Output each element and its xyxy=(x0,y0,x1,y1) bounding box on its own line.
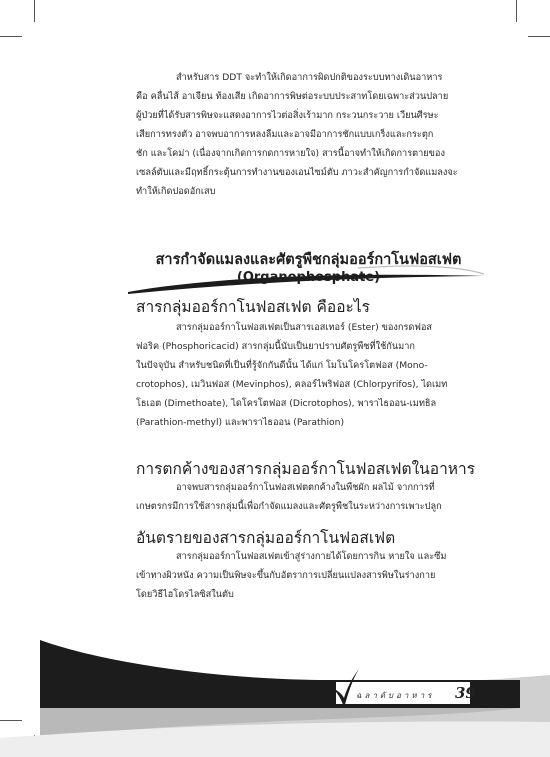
heading-what-is: สารกลุ่มออร์กาโนฟอสเฟต คืออะไร xyxy=(136,298,370,316)
crop-mark-tr-h xyxy=(528,36,550,37)
text-line: ทำให้เกิดปอดอักเสบ xyxy=(136,186,216,197)
text-line: ในปัจจุบัน สำหรับชนิดที่เป็นที่รู้จักกันดีนั้น ได้แก่ โมโนโครโตฟอส (Mono- xyxy=(136,360,428,371)
text-line: ฟอริค (Phosphoricacid) สารกลุ่มนี้นับเป็นยาปราบศัตรูพืชที่ใช้กันมาก xyxy=(136,341,415,352)
crop-mark-tl-v xyxy=(34,0,35,22)
text-line: สารกลุ่มออร์กาโนฟอสเฟตเป็นสารเอสเทอร์ (Ester) ของกรดฟอส xyxy=(176,322,432,333)
text-line: crotophos), เมวินฟอส (Mevinphos), คลอร์ไพริฟอส (Chlorpyrifos), ไดเมท xyxy=(136,379,448,390)
footer-publication-name: ฉลาดับอาหาร xyxy=(356,691,435,700)
residue-paragraph xyxy=(136,478,481,516)
checkmark-logo-icon xyxy=(330,666,360,710)
intro-paragraph xyxy=(136,68,481,201)
text-line: สำหรับสาร DDT จะทำให้เกิดอาการผิดปกติของระบบทางเดินอาหาร xyxy=(176,72,443,83)
text-line: สารกลุ่มออร์กาโนฟอสเฟตเข้าสู่ร่างกายได้โดยการกิน หายใจ และซึม xyxy=(176,551,447,562)
danger-paragraph xyxy=(136,547,481,604)
heading-danger: อันตรายของสารกลุ่มออร์กาโนฟอสเฟต xyxy=(136,529,396,547)
text-line: ชัก และโคม่า (เนื่องจากเกิดการกดการหายใจ) สารนี้อาจทำให้เกิดการตายของ xyxy=(136,148,445,159)
text-line: เข้าทางผิวหนัง ความเป็นพิษจะขึ้นกับอัตราการเปลี่ยนแปลงสารพิษในร่างกาย xyxy=(136,570,436,581)
section-title: สารกำจัดแมลงและศัตรูพืชกลุ่มออร์กาโนฟอสเฟต xyxy=(155,252,462,268)
text-line: อาจพบสารกลุ่มออร์กาโนฟอสเฟตตกค้างในพืชผัก ผลไม้ จากการที่ xyxy=(176,482,435,493)
text-line: คือ คลื่นไส้ อาเจียน ท้องเสีย เกิดอาการพิษต่อระบบประสาทโดยเฉพาะส่วนปลาย xyxy=(136,91,449,102)
text-line: โดยวิธีไฮโดรไลซิสในตับ xyxy=(136,589,234,600)
crop-mark-tr-v xyxy=(516,0,517,22)
text-line: เสียการทรงตัว อาจพบอาการหลงลืมและอาจมีอาการชักแบบเกร็งและกระตุก xyxy=(136,129,434,140)
page-number: 39 xyxy=(455,684,476,702)
text-line: เซลล์ตับและมีฤทธิ์กระตุ้นการทำงานของเอนไซม์ตับ ภาวะสำคัญการกำจัดแมลงจะ xyxy=(136,167,458,178)
crop-mark-tl-h xyxy=(0,36,22,37)
text-line: โธเอต (Dimethoate), ไดโครโตฟอส (Dicrotophos), พาราไธออน-เมทธิล xyxy=(136,398,437,409)
text-line: (Parathion-methyl) และพาราไธออน (Parathion) xyxy=(136,417,345,428)
text-line: ผู้ป่วยที่ได้รับสารพิษจะแสดงอาการไวต่อสิ่งเร้ามาก กระวนกระวาย เวียนศีรษะ xyxy=(136,110,439,121)
heading-residue: การตกค้างของสารกลุ่มออร์กาโนฟอสเฟตในอาหาร xyxy=(136,460,476,478)
what-is-paragraph xyxy=(136,318,481,432)
text-line: เกษตรกรมีการใช้สารกลุ่มนี้เพื่อกำจัดแมลงและศัตรูพืชในระหว่างการเพาะปลูก xyxy=(136,501,442,512)
section-subtitle: (Organophosphate) xyxy=(236,270,381,285)
